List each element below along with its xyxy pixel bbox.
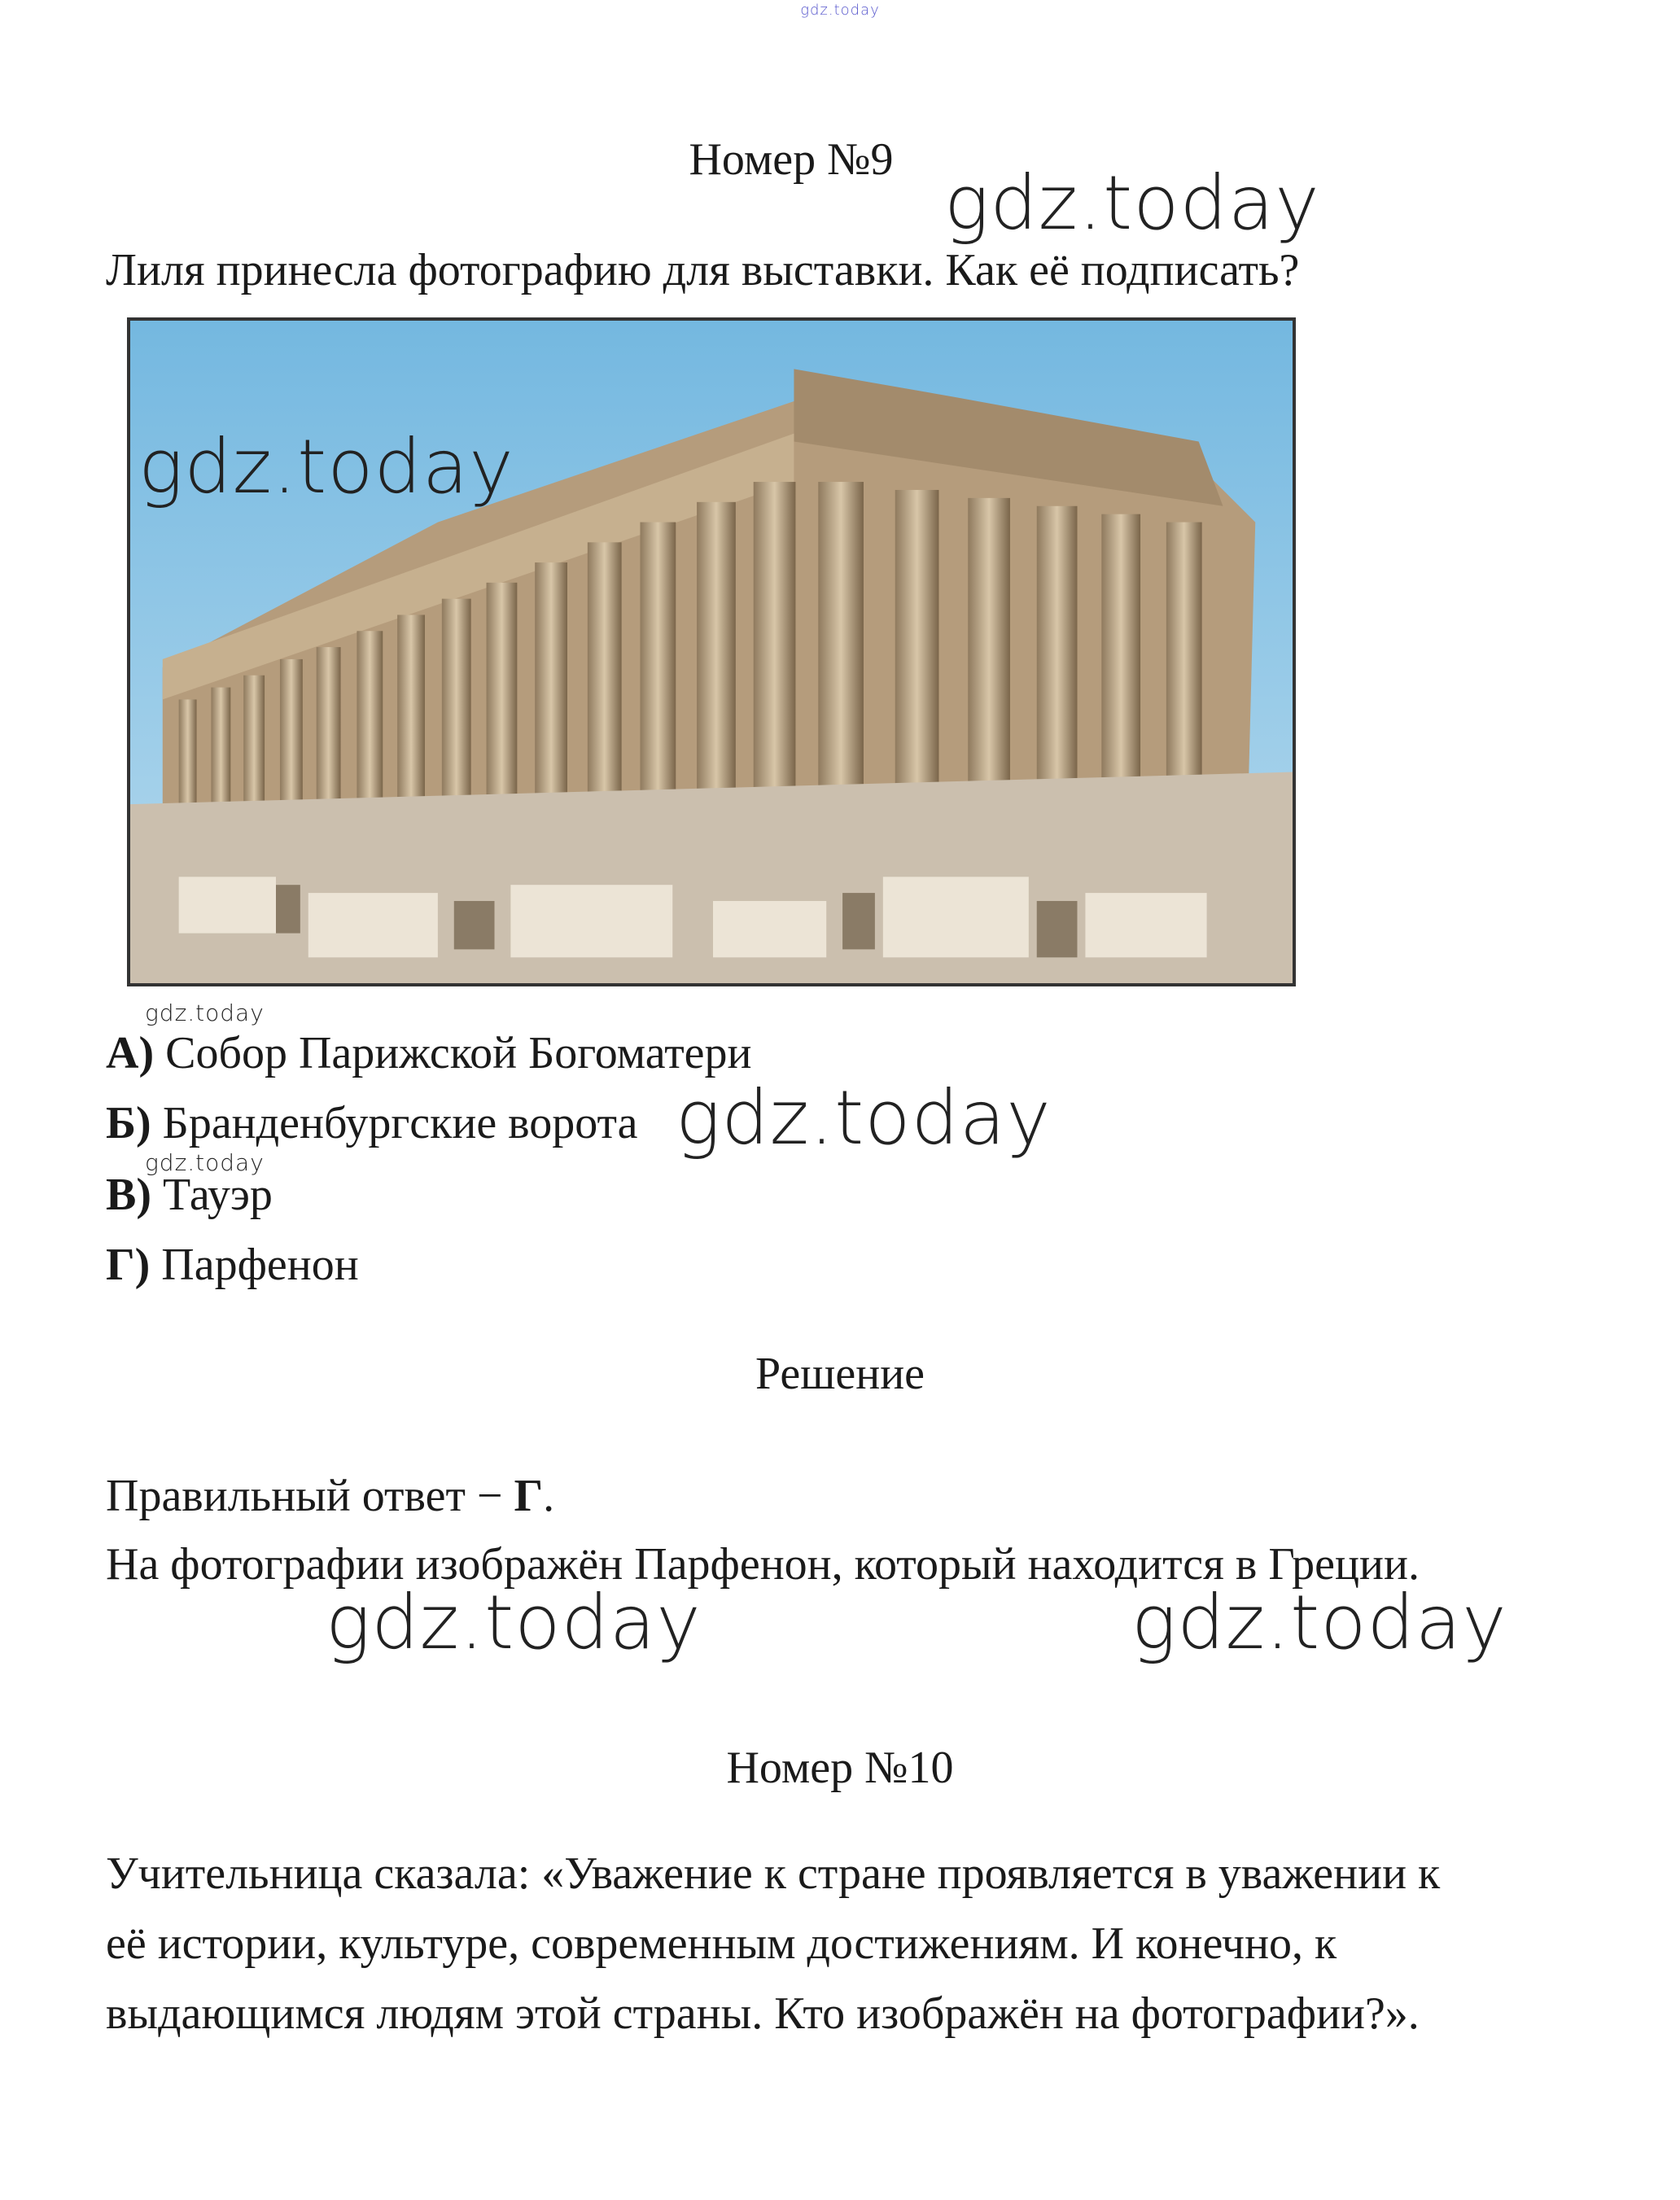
option-a <box>106 1027 752 1079</box>
solution-answer <box>106 1470 554 1522</box>
bottom-left-watermark: gdz.today <box>326 1579 702 1666</box>
task9-title: Номер №9 <box>689 134 894 185</box>
option-a-letter: А) <box>106 1028 155 1078</box>
photo-watermark: gdz.today <box>138 423 514 510</box>
option-d-letter: Г) <box>106 1240 151 1290</box>
between-options-watermark: gdz.today <box>145 1149 265 1176</box>
option-c-letter: В) <box>106 1170 151 1220</box>
bottom-right-watermark: gdz.today <box>1131 1579 1507 1666</box>
option-a-text: Собор Парижской Богоматери <box>165 1028 752 1078</box>
task10-line-3: выдающимся людям этой страны. Кто изображён на фотографии?». <box>106 1988 1420 2039</box>
option-d <box>106 1239 359 1291</box>
option-b-watermark: gdz.today <box>676 1074 1052 1161</box>
solution-title: Решение <box>755 1349 925 1399</box>
answer-letter: Г <box>514 1471 544 1521</box>
parthenon-illustration <box>130 321 1293 983</box>
task10-title: Номер №10 <box>726 1743 954 1793</box>
task10-line-1: Учительница сказала: «Уважение к стране проявляется в уважении к <box>106 1848 1441 1899</box>
header-watermark: gdz.today <box>944 160 1320 247</box>
option-b-text: Бранденбургские ворота <box>162 1098 638 1148</box>
under-photo-watermark: gdz.today <box>145 999 265 1026</box>
option-d-text: Парфенон <box>161 1240 359 1290</box>
task9-question: Лиля принесла фотографию для выставки. Как её подписать? <box>106 245 1300 295</box>
option-b <box>106 1097 638 1149</box>
solution-explanation: На фотографии изображён Парфенон, который находится в Греции. <box>106 1539 1420 1590</box>
task10-line-2: её истории, культуре, современным достижениям. И конечно, к <box>106 1918 1337 1969</box>
option-c-text: Тауэр <box>163 1170 273 1220</box>
option-c <box>106 1169 273 1221</box>
answer-prefix: Правильный ответ − <box>106 1471 514 1521</box>
parthenon-photo <box>127 317 1296 986</box>
option-b-letter: Б) <box>106 1098 151 1148</box>
answer-suffix: . <box>543 1471 555 1521</box>
top-watermark: gdz.today <box>800 2 880 19</box>
